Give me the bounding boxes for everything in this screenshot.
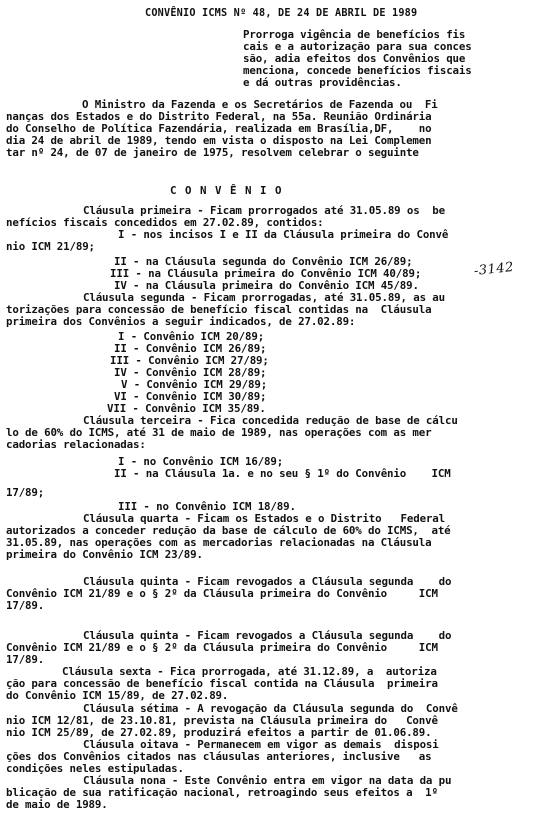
- clause-line: Cláusula nona - Este Convênio entra em vigor na data da pu: [83, 774, 452, 787]
- clause-line: blicação de sua ratificação nacional, retroagindo seus efeitos a 1º: [6, 786, 438, 799]
- clause-line: V - Convênio ICM 29/89;: [121, 378, 268, 391]
- preamble-line: tar nº 24, de 07 de janeiro de 1975, resolvem celebrar o seguinte: [6, 146, 419, 159]
- clause-line: III - no Convênio ICM 18/89.: [118, 500, 296, 513]
- preamble-line: do Conselho de Política Fazendária, realizada em Brasília,DF, no: [6, 122, 432, 135]
- clause-line: nio ICM 25/89, de 27.02.89, produzirá efeitos a partir de 01.06.89.: [6, 726, 432, 739]
- clause-line: nio ICM 12/81, de 23.10.81, prevista na Cláusula primeira do Convê: [6, 714, 438, 727]
- clause-line: Cláusula quinta - Ficam revogados a Cláusula segunda do: [83, 575, 452, 588]
- summary-line: menciona, concede benefícios fiscais: [243, 64, 472, 77]
- clause-line: cadorias relacionadas:: [6, 438, 146, 451]
- clause-line: III - Convênio ICM 27/89;: [110, 354, 269, 367]
- preamble-line: dia 24 de abril de 1989, tendo em vista o disposto na Lei Complemen: [6, 134, 432, 147]
- clause-line: ções dos Convênios citados nas cláusulas anteriores, inclusive as: [6, 750, 432, 763]
- section-heading: C O N V Ê N I O: [170, 184, 283, 197]
- clause-line: Convênio ICM 21/89 e o § 2º da Cláusula primeira do Convênio ICM: [6, 641, 438, 654]
- clause-line: IV - Convênio ICM 28/89;: [114, 366, 267, 379]
- document-title: CONVÊNIO ICMS Nº 48, DE 24 DE ABRIL DE 1989: [145, 8, 418, 19]
- clause-line: do Convênio ICM 15/89, de 27.02.89.: [6, 689, 229, 702]
- clause-line: lo de 60% do ICMS, até 31 de maio de 1989, nas operações com as mer: [6, 426, 432, 439]
- clause-line: Cláusula oitava - Permanecem em vigor as demais disposi: [83, 738, 439, 751]
- clause-line: Cláusula quarta - Ficam os Estados e o Distrito Federal: [83, 512, 445, 525]
- summary-line: cais e a autorização para sua conces: [243, 40, 472, 53]
- clause-line: I - no Convênio ICM 16/89;: [118, 455, 284, 468]
- clause-line: ção para concessão de benefício fiscal contida na Cláusula primeira: [6, 677, 438, 690]
- clause-line: II - na Cláusula 1a. e no seu § 1º do Convênio ICM: [114, 467, 451, 480]
- clause-line: primeira do Convênio ICM 23/89.: [6, 548, 203, 561]
- handwritten-annotation: -3142: [473, 259, 515, 280]
- clause-line: II - na Cláusula segunda do Convênio ICM 26/89;: [114, 255, 413, 268]
- clause-line: Cláusula quinta - Ficam revogados a Cláusula segunda do: [83, 629, 452, 642]
- clause-line: Cláusula primeira - Ficam prorrogados até 31.05.89 os be: [83, 204, 445, 217]
- clause-line: condições neles estipuladas.: [6, 762, 184, 775]
- clause-line: IV - na Cláusula primeira do Convênio ICM 45/89.: [114, 279, 419, 292]
- clause-line: I - nos incisos I e II da Cláusula primeira do Convê: [118, 228, 449, 241]
- summary-line: Prorroga vigência de benefícios fis: [243, 28, 466, 41]
- clause-line: nefícios fiscais concedidos em 27.02.89, contidos:: [6, 216, 324, 229]
- clause-line: III - na Cláusula primeira do Convênio ICM 40/89;: [110, 267, 422, 280]
- clause-line: primeira dos Convênios a seguir indicados, de 27.02.89:: [6, 315, 356, 328]
- clause-line: VI - Convênio ICM 30/89;: [114, 390, 267, 403]
- preamble-line: nanças dos Estados e do Distrito Federal, na 55a. Reunião Ordinária: [6, 110, 432, 123]
- clause-line: I - Convênio ICM 20/89;: [118, 330, 265, 343]
- clause-line: II - Convênio ICM 26/89;: [114, 342, 267, 355]
- clause-line: nio ICM 21/89;: [6, 240, 95, 253]
- summary-line: são, adia efeitos dos Convênios que: [243, 52, 466, 65]
- clause-line: Cláusula sétima - A revogação da Cláusula segunda do Convê: [83, 702, 458, 715]
- clause-line: 17/89.: [6, 599, 45, 612]
- clause-line: torizações para concessão de benefício fiscal contidas na Cláusula: [6, 303, 432, 316]
- clause-line: VII - Convênio ICM 35/89.: [107, 402, 266, 415]
- preamble-line: O Ministro da Fazenda e os Secretários de Fazenda ou Fi: [82, 98, 438, 111]
- clause-line: Cláusula sexta - Fica prorrogada, até 31.12.89, a autoriza: [62, 665, 437, 678]
- summary-line: e dá outras providências.: [243, 76, 402, 89]
- clause-line: 17/89.: [6, 653, 45, 666]
- clause-line: 31.05.89, nas operações com as mercadorias relacionadas na Cláusula: [6, 536, 432, 549]
- clause-line: autorizados a conceder redução da base de cálculo de 60% do ICMS, até: [6, 524, 451, 537]
- clause-line: de maio de 1989.: [6, 798, 108, 811]
- clause-line: Cláusula terceira - Fica concedida redução de base de cálcu: [83, 414, 458, 427]
- clause-line: Convênio ICM 21/89 e o § 2º da Cláusula primeira do Convênio ICM: [6, 587, 438, 600]
- clause-line: Cláusula segunda - Ficam prorrogadas, até 31.05.89, as au: [83, 291, 445, 304]
- clause-line: 17/89;: [6, 486, 45, 499]
